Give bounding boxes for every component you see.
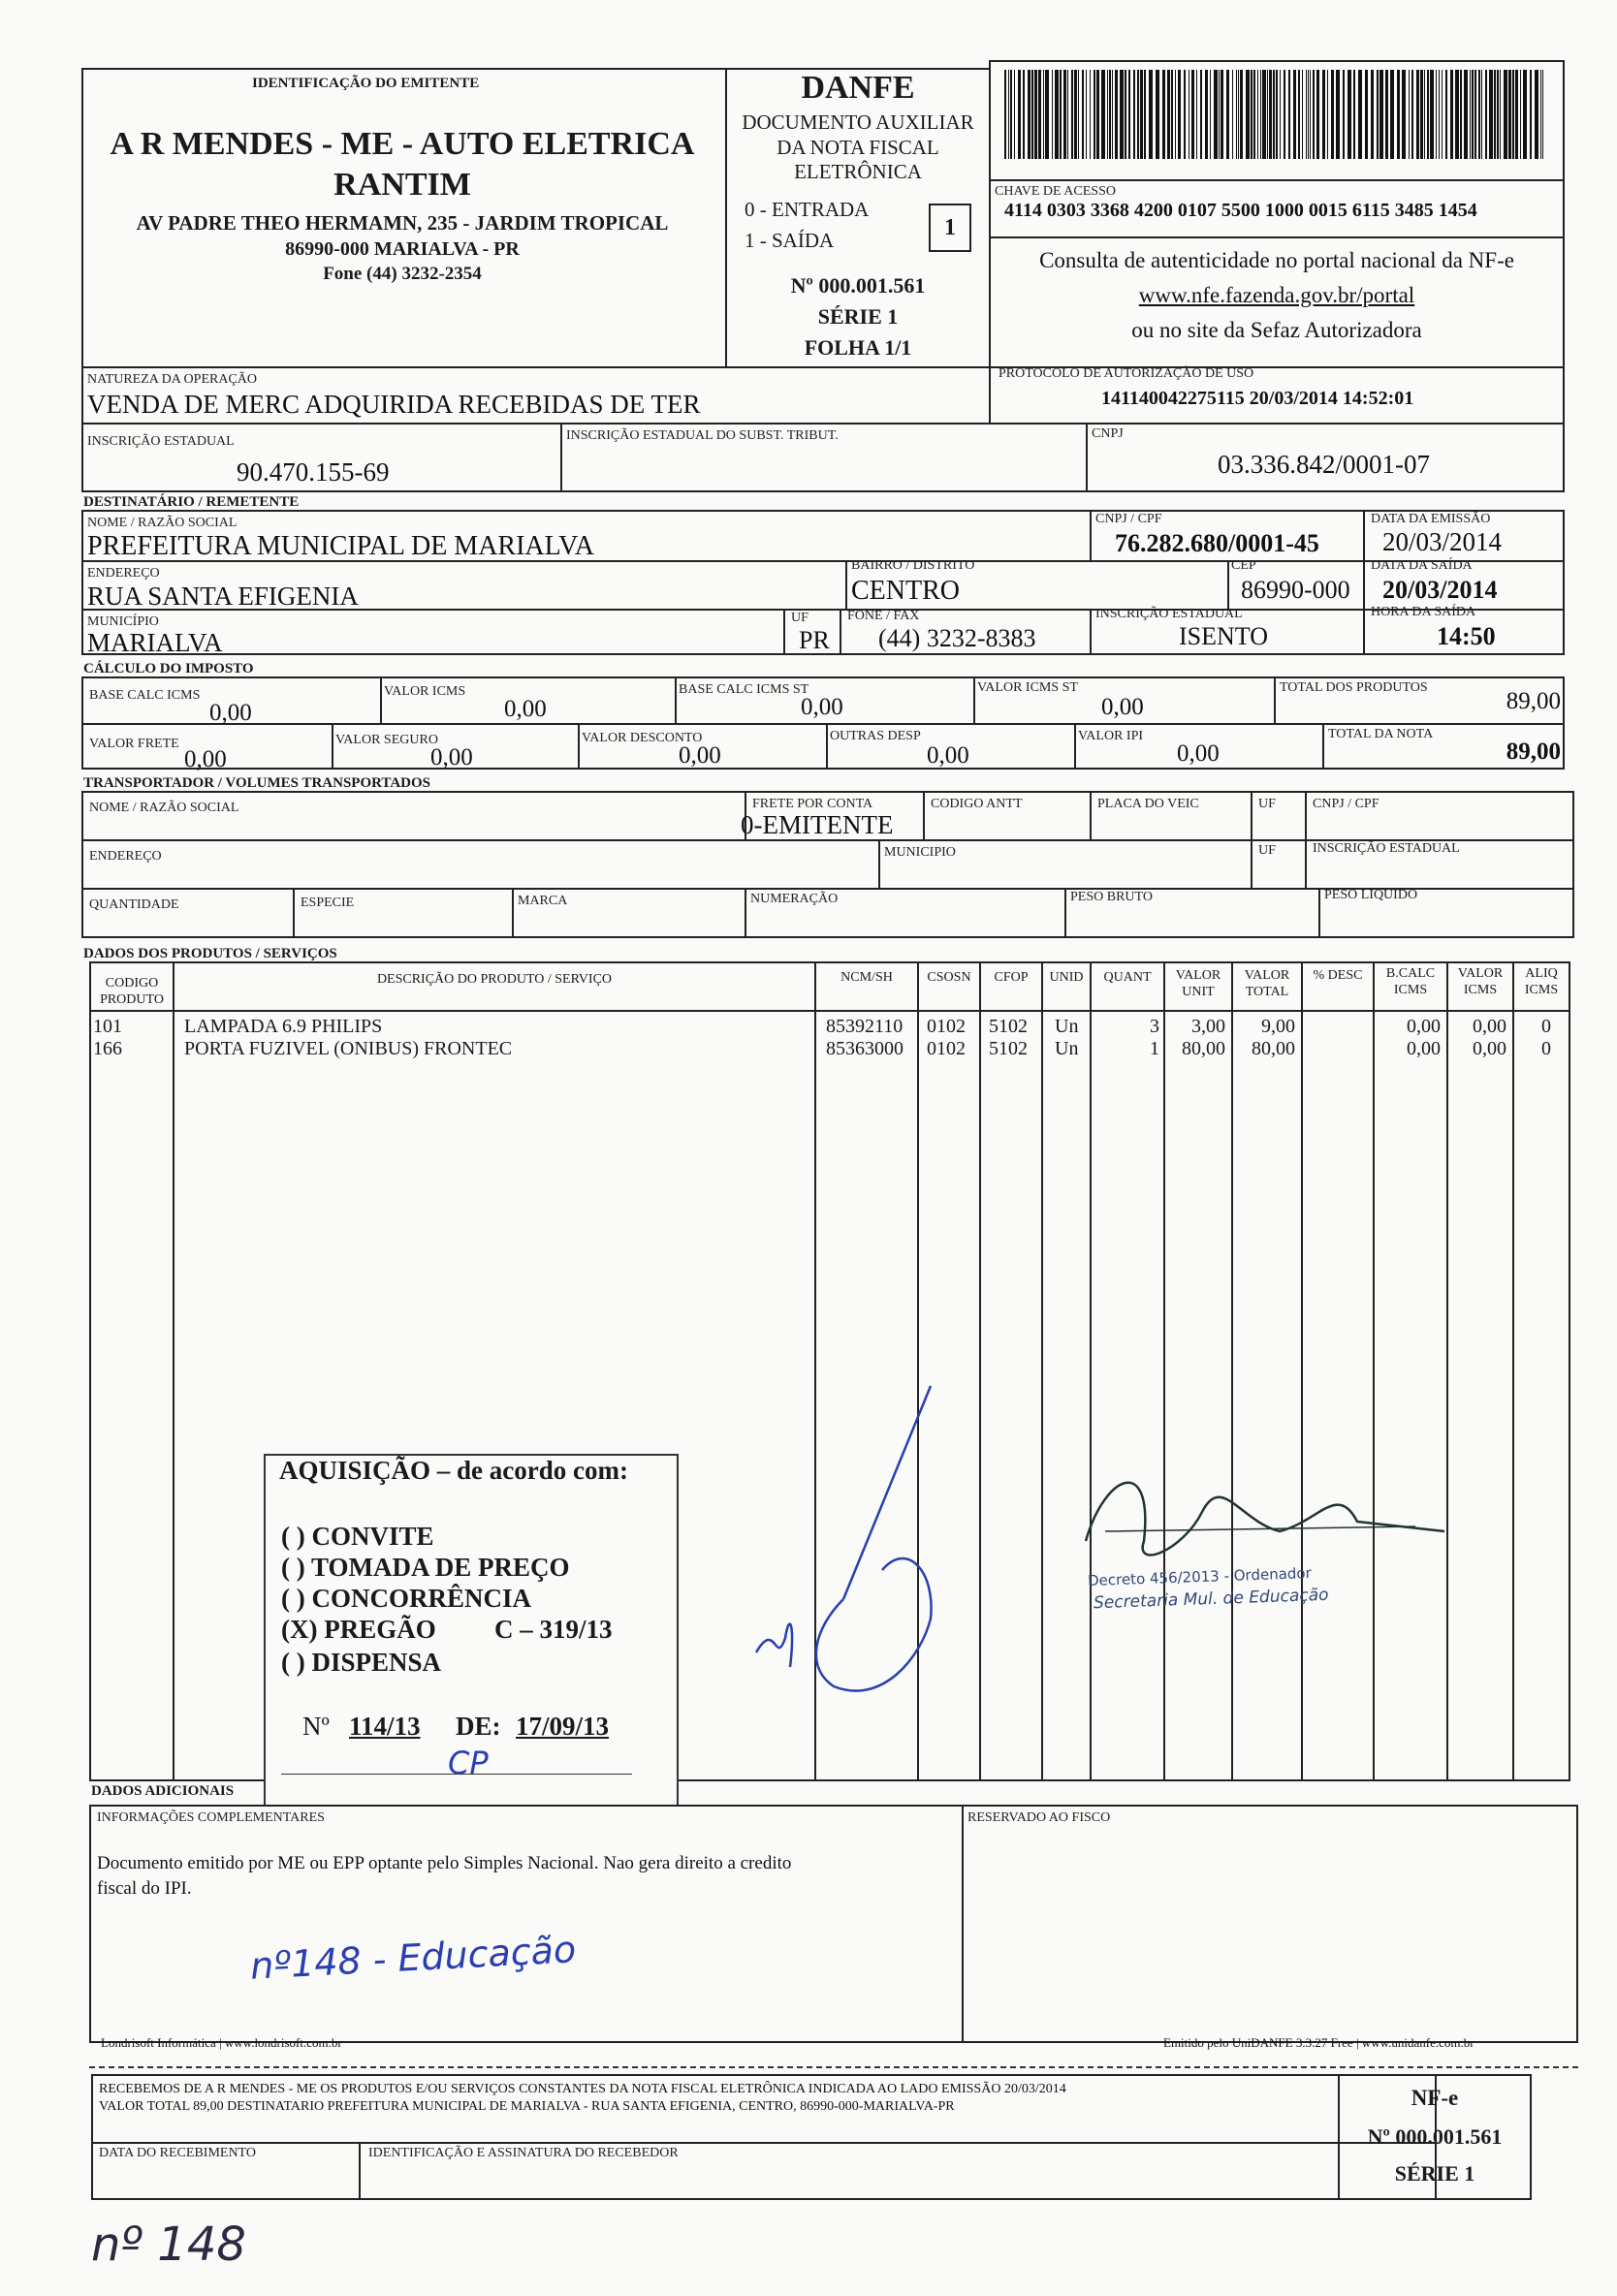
total-prod: 89,00 xyxy=(1506,688,1561,714)
cep-value: 86990-000 xyxy=(1241,576,1350,604)
stamp-de-label: DE: xyxy=(456,1712,501,1741)
valor-st-label: VALOR ICMS ST xyxy=(977,680,1078,695)
transp-uf2-label: UF xyxy=(1258,843,1276,858)
row-cfop: 5102 xyxy=(989,1016,1028,1037)
dest-uf: PR xyxy=(799,626,830,654)
destinatario-section: DESTINATÁRIO / REMETENTE xyxy=(83,494,300,510)
row-vunit: 80,00 xyxy=(1182,1038,1225,1059)
transp-cnpj-label: CNPJ / CPF xyxy=(1313,797,1379,811)
dest-cnpj: 76.282.680/0001-45 xyxy=(1115,529,1319,557)
stamp-initials: CP xyxy=(448,1745,489,1781)
row-aliq: 0 xyxy=(1541,1016,1551,1037)
footer-left: Londrisoft Informática | www.londrisoft.com.br xyxy=(101,2035,342,2050)
danfe-serie: SÉRIE 1 xyxy=(817,304,899,329)
peso-bruto-label: PESO BRUTO xyxy=(1070,890,1153,904)
stamp-convite: ( ) CONVITE xyxy=(281,1522,434,1551)
seguro-label: VALOR SEGURO xyxy=(335,733,438,747)
emitente-phone: Fone (44) 3232-2354 xyxy=(323,264,482,284)
row-ncm: 85363000 xyxy=(826,1038,904,1059)
col-vunit: VALOR UNIT xyxy=(1175,968,1221,999)
base-st-label: BASE CALC ICMS ST xyxy=(679,682,809,697)
frete-conta-label: FRETE POR CONTA xyxy=(752,797,873,811)
row-csosn: 0102 xyxy=(927,1016,966,1037)
sig-stamp-line1: Decreto 456/2013 - Ordenador xyxy=(1087,1563,1312,1590)
danfe-numero: Nº 000.001.561 xyxy=(790,273,926,298)
saida-date: 20/03/2014 xyxy=(1382,576,1498,604)
hora-value: 14:50 xyxy=(1437,622,1496,650)
fone-label: FONE / FAX xyxy=(847,609,920,623)
col-descricao: DESCRIÇÃO DO PRODUTO / SERVIÇO xyxy=(376,972,613,987)
hora-label: HORA DA SAÍDA xyxy=(1371,605,1476,619)
stamp-dispensa: ( ) DISPENSA xyxy=(281,1648,442,1677)
stamp-concorrencia: ( ) CONCORRÊNCIA xyxy=(281,1584,531,1613)
marca-label: MARCA xyxy=(518,894,568,908)
emissao-value: 20/03/2014 xyxy=(1382,527,1503,556)
transp-endereco-label: ENDEREÇO xyxy=(89,849,162,864)
col-codigo: CODIGO PRODUTO xyxy=(100,976,164,1007)
emitente-section-label: IDENTIFICAÇÃO DO EMITENTE xyxy=(252,76,480,91)
natureza-label: NATUREZA DA OPERAÇÃO xyxy=(87,372,258,387)
peso-liquido-label: PESO LIQUIDO xyxy=(1324,888,1418,902)
row-codigo: 101 xyxy=(93,1016,122,1037)
danfe-subtitle-2: DA NOTA FISCAL xyxy=(777,136,939,159)
desconto-value: 0,00 xyxy=(679,742,721,769)
col-csosn: CSOSN xyxy=(927,970,971,985)
quantidade-label: QUANTIDADE xyxy=(89,897,179,912)
row-cfop: 5102 xyxy=(989,1038,1028,1059)
dest-nome: PREFEITURA MUNICIPAL DE MARIALVA xyxy=(87,531,595,561)
total-nota: 89,00 xyxy=(1506,739,1561,765)
data-recebimento-label: DATA DO RECEBIMENTO xyxy=(99,2146,256,2160)
dest-uf-label: UF xyxy=(791,611,808,625)
cnpj-emit-value: 03.336.842/0001-07 xyxy=(1218,450,1430,479)
handwritten-bottom: nº 148 xyxy=(91,2217,246,2272)
entrada-label: 0 - ENTRADA xyxy=(745,198,870,221)
info-box xyxy=(89,1805,964,2043)
natureza-value: VENDA DE MERC ADQUIRIDA RECEBIDAS DE TER xyxy=(87,390,701,419)
municipio-value: MARIALVA xyxy=(87,628,223,657)
fisco-box xyxy=(962,1805,1578,2043)
handwritten-note: nº148 - Educação xyxy=(249,1928,578,1988)
col-bcalc: B.CALC ICMS xyxy=(1385,966,1436,997)
transp-uf-label: UF xyxy=(1258,797,1276,811)
dest-ie-value: ISENTO xyxy=(1179,622,1268,650)
imposto-section: CÁLCULO DO IMPOSTO xyxy=(83,661,254,676)
canhoto-nfe: NF-e xyxy=(1411,2086,1459,2110)
adicionais-section: DADOS ADICIONAIS xyxy=(91,1783,235,1799)
stamp-num: 114/13 xyxy=(349,1712,421,1741)
col-aliq: ALIQ ICMS xyxy=(1524,966,1559,997)
cep-label: CEP xyxy=(1231,558,1256,573)
total-nota-label: TOTAL DA NOTA xyxy=(1328,727,1434,741)
row-unid: Un xyxy=(1055,1016,1079,1037)
especie-label: ESPECIE xyxy=(301,896,355,910)
bairro-label: BAIRRO / DISTRITO xyxy=(851,558,975,573)
protocolo-value: 141140042275115 20/03/2014 14:52:01 xyxy=(1101,388,1414,409)
valor-icms-label: VALOR ICMS xyxy=(384,684,466,699)
danfe-subtitle: DOCUMENTO AUXILIAR xyxy=(742,110,974,134)
row-vunit: 3,00 xyxy=(1191,1016,1225,1037)
seguro-value: 0,00 xyxy=(430,744,473,771)
frete-label: VALOR FRETE xyxy=(89,737,179,751)
canhoto-numero: Nº 000.001.561 xyxy=(1367,2124,1503,2149)
consulta-url[interactable]: www.nfe.fazenda.gov.br/portal xyxy=(1138,283,1415,307)
row-vicms: 0,00 xyxy=(1473,1016,1506,1037)
footer-right: Emitido pelo UniDANFE 3.3.27 Free | www.unidanfe.com.br xyxy=(1163,2035,1474,2050)
transportador-section: TRANSPORTADOR / VOLUMES TRANSPORTADOS xyxy=(83,775,431,791)
emitente-address: AV PADRE THEO HERMAMN, 235 - JARDIM TROPICAL xyxy=(136,211,669,235)
danfe-title: DANFE xyxy=(801,70,915,106)
info-label: INFORMAÇÕES COMPLEMENTARES xyxy=(97,1810,325,1825)
row-unid: Un xyxy=(1055,1038,1079,1059)
consulta-text: Consulta de autenticidade no portal nacional da NF-e xyxy=(1039,248,1514,272)
col-cfop: CFOP xyxy=(994,970,1029,985)
row-codigo: 166 xyxy=(93,1038,122,1059)
stamp-tomada: ( ) TOMADA DE PREÇO xyxy=(281,1553,570,1582)
row-bcalc: 0,00 xyxy=(1407,1038,1441,1059)
row-csosn: 0102 xyxy=(927,1038,966,1059)
col-vtotal: VALOR TOTAL xyxy=(1244,968,1290,999)
info-text: Documento emitido por ME ou EPP optante pelo Simples Nacional. Nao gera direito a credito xyxy=(97,1853,792,1873)
row-vtotal: 80,00 xyxy=(1252,1038,1295,1059)
row-bcalc: 0,00 xyxy=(1407,1016,1441,1037)
emitente-name: A R MENDES - ME - AUTO ELETRICA xyxy=(110,126,695,162)
dest-endereco: RUA SANTA EFIGENIA xyxy=(87,582,359,611)
col-quant: QUANT xyxy=(1103,970,1152,985)
numeracao-label: NUMERAÇÃO xyxy=(750,892,839,906)
valor-icms: 0,00 xyxy=(504,696,547,722)
row-ncm: 85392110 xyxy=(826,1016,904,1037)
municipio-label: MUNICÍPIO xyxy=(87,614,159,629)
emitente-city: 86990-000 MARIALVA - PR xyxy=(285,238,520,260)
ipi-value: 0,00 xyxy=(1177,740,1220,767)
row-vicms: 0,00 xyxy=(1473,1038,1506,1059)
stamp-pregao-num: C – 319/13 xyxy=(494,1615,613,1644)
dest-cnpj-label: CNPJ / CPF xyxy=(1095,512,1162,526)
desconto-label: VALOR DESCONTO xyxy=(582,731,703,745)
bairro-value: CENTRO xyxy=(851,576,960,606)
row-quant: 1 xyxy=(1150,1038,1159,1059)
col-ncm: NCM/SH xyxy=(840,970,893,985)
base-st: 0,00 xyxy=(801,694,843,720)
row-descricao: PORTA FUZIVEL (ONIBUS) FRONTEC xyxy=(184,1038,513,1059)
col-vicms: VALOR ICMS xyxy=(1457,966,1504,997)
valor-st: 0,00 xyxy=(1101,694,1144,720)
base-icms: 0,00 xyxy=(209,700,252,726)
chave-label: CHAVE DE ACESSO xyxy=(995,184,1116,199)
protocolo-label: PROTOCOLO DE AUTORIZAÇÃO DE USO xyxy=(999,366,1254,381)
dest-ie-label: INSCRIÇÃO ESTADUAL xyxy=(1095,607,1243,621)
table-row xyxy=(0,1038,1617,1059)
transp-nome-label: NOME / RAZÃO SOCIAL xyxy=(89,801,239,815)
table-row xyxy=(0,1016,1617,1037)
signature-icon xyxy=(737,1376,1474,1706)
tipo-box: 1 xyxy=(929,204,971,252)
dest-endereco-label: ENDEREÇO xyxy=(87,566,160,581)
base-icms-label: BASE CALC ICMS xyxy=(89,688,201,703)
saida-date-label: DATA DA SAÍDA xyxy=(1371,558,1473,573)
cnpj-emit-label: CNPJ xyxy=(1092,426,1124,441)
stamp-pregao: (X) PREGÃO xyxy=(281,1615,436,1644)
produtos-section: DADOS DOS PRODUTOS / SERVIÇOS xyxy=(83,946,337,961)
canhoto-text: RECEBEMOS DE A R MENDES - ME OS PRODUTOS E/OU SERVIÇOS CONSTANTES DA NOTA FISCAL ELETRÔNICA INDICADA AO LADO EMISSÃO 20/03/2014 xyxy=(99,2082,1066,2096)
frete-conta-value: 0-EMITENTE xyxy=(741,810,894,839)
fone-value: (44) 3232-8383 xyxy=(878,624,1036,652)
row-descricao: LAMPADA 6.9 PHILIPS xyxy=(184,1016,383,1037)
transp-ie-label: INSCRIÇÃO ESTADUAL xyxy=(1313,841,1460,856)
outras-value: 0,00 xyxy=(927,742,969,769)
ipi-label: VALOR IPI xyxy=(1078,729,1144,743)
placa-label: PLACA DO VEIC xyxy=(1097,797,1199,811)
stamp-num-label: Nº xyxy=(302,1712,330,1741)
barcode-icon xyxy=(1004,70,1547,159)
iest-label: INSCRIÇÃO ESTADUAL DO SUBST. TRIBUT. xyxy=(566,428,839,443)
danfe-subtitle-3: ELETRÔNICA xyxy=(794,160,922,183)
col-desc: % DESC xyxy=(1313,968,1363,983)
chave-acesso: 4114 0303 3368 4200 0107 5500 1000 0015 6115 3485 1454 xyxy=(1004,200,1477,221)
col-unid: UNID xyxy=(1049,970,1084,985)
emissao-label: DATA DA EMISSÃO xyxy=(1371,512,1491,526)
assinatura-label: IDENTIFICAÇÃO E ASSINATURA DO RECEBEDOR xyxy=(368,2146,679,2160)
stamp-title: AQUISIÇÃO – de acordo com: xyxy=(279,1456,628,1485)
dest-nome-label: NOME / RAZÃO SOCIAL xyxy=(87,516,238,530)
antt-label: CODIGO ANTT xyxy=(931,797,1023,811)
cut-line xyxy=(89,2066,1578,2068)
consulta-sefaz: ou no site da Sefaz Autorizadora xyxy=(1131,318,1422,342)
row-quant: 3 xyxy=(1150,1016,1159,1037)
row-vtotal: 9,00 xyxy=(1261,1016,1295,1037)
canhoto-text-2: VALOR TOTAL 89,00 DESTINATARIO PREFEITURA MUNICIPAL DE MARIALVA - RUA SANTA EFIGENIA, CENTRO, 86990-000-MARIALVA-PR xyxy=(99,2099,955,2114)
sig-stamp-line2: Secretaria Mul. de Educação xyxy=(1093,1585,1329,1614)
info-text-2: fiscal do IPI. xyxy=(97,1878,192,1899)
stamp-de: 17/09/13 xyxy=(516,1712,610,1741)
emitente-name-line2: RANTIM xyxy=(333,167,471,203)
frete-value: 0,00 xyxy=(184,746,227,772)
fisco-label: RESERVADO AO FISCO xyxy=(967,1810,1111,1825)
outras-label: OUTRAS DESP xyxy=(830,729,921,743)
danfe-folha: FOLHA 1/1 xyxy=(804,335,912,360)
ie-label: INSCRIÇÃO ESTADUAL xyxy=(87,434,235,449)
total-prod-label: TOTAL DOS PRODUTOS xyxy=(1280,680,1428,695)
saida-label: 1 - SAÍDA xyxy=(745,229,835,252)
row-aliq: 0 xyxy=(1541,1038,1551,1059)
ie-value: 90.470.155-69 xyxy=(237,457,390,487)
canhoto-serie: SÉRIE 1 xyxy=(1394,2161,1475,2186)
transp-municipio-label: MUNICIPIO xyxy=(884,845,956,860)
